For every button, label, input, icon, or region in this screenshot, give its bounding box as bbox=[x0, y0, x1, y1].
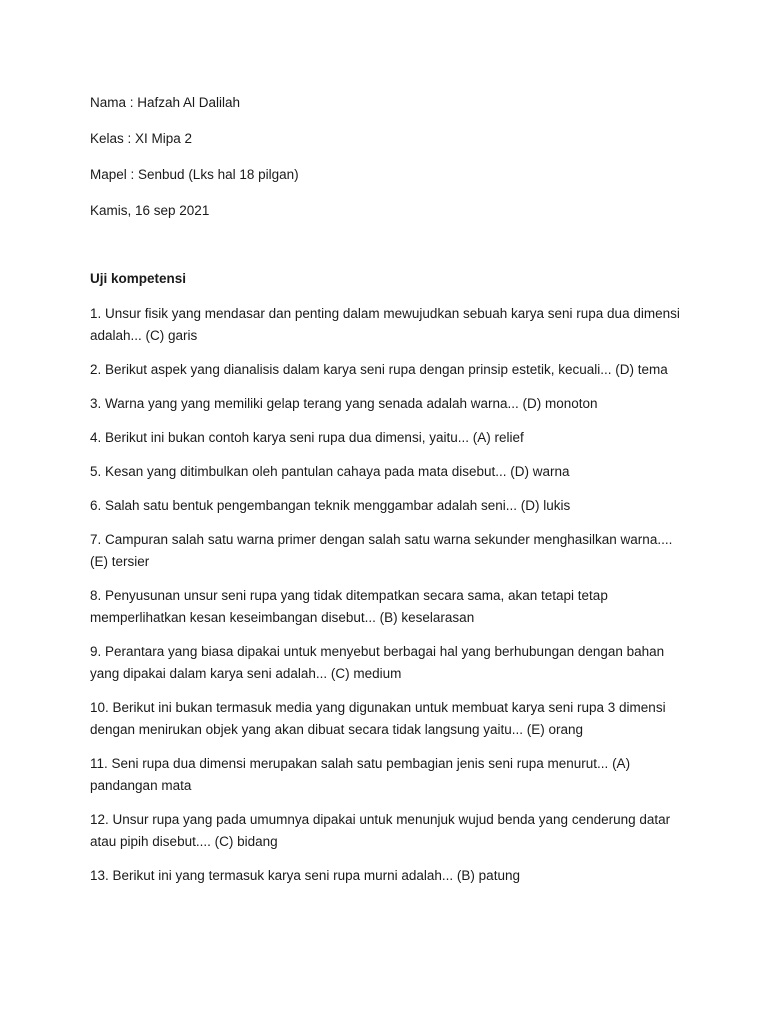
subject-line: Mapel : Senbud (Lks hal 18 pilgan) bbox=[90, 167, 299, 182]
student-name: Nama : Hafzah Al Dalilah bbox=[90, 95, 241, 110]
student-class: Kelas : XI Mipa 2 bbox=[90, 131, 193, 146]
question-item: 2. Berikut aspek yang dianalisis dalam karya seni rupa dengan prinsip estetik, kecuali... (D) tema bbox=[90, 362, 668, 377]
question-item: 6. Salah satu bentuk pengembangan teknik menggambar adalah seni... (D) lukis bbox=[90, 498, 571, 513]
question-item: 12. Unsur rupa yang pada umumnya dipakai untuk menunjuk wujud benda yang cenderung datar atau pipih disebut.... (C) bidang bbox=[90, 812, 671, 849]
document-page bbox=[90, 93, 690, 899]
question-item: 9. Perantara yang biasa dipakai untuk menyebut berbagai hal yang berhubungan dengan bahan yang dipakai dalam karya seni adalah... (C) medium bbox=[90, 644, 665, 681]
question-item: 5. Kesan yang ditimbulkan oleh pantulan cahaya pada mata disebut... (D) warna bbox=[90, 464, 570, 479]
question-item: 13. Berikut ini yang termasuk karya seni rupa murni adalah... (B) patung bbox=[90, 868, 520, 883]
question-item: 7. Campuran salah satu warna primer dengan salah satu warna sekunder menghasilkan warna.... (E) tersier bbox=[90, 532, 673, 569]
question-item: 3. Warna yang yang memiliki gelap terang yang senada adalah warna... (D) monoton bbox=[90, 396, 598, 411]
question-item: 4. Berikut ini bukan contoh karya seni rupa dua dimensi, yaitu... (A) relief bbox=[90, 430, 524, 445]
date-line: Kamis, 16 sep 2021 bbox=[90, 203, 210, 218]
question-item: 1. Unsur fisik yang mendasar dan penting dalam mewujudkan sebuah karya seni rupa dua dimensi adalah... (C) garis bbox=[90, 306, 680, 343]
question-item: 10. Berikut ini bukan termasuk media yang digunakan untuk membuat karya seni rupa 3 dimensi dengan menirukan objek yang akan dibuat secara tidak langsung yaitu... (E) orang bbox=[90, 700, 666, 737]
question-item: 8. Penyusunan unsur seni rupa yang tidak ditempatkan secara sama, akan tetapi tetap memperlihatkan kesan keseimbangan disebut... (B) keselarasan bbox=[90, 588, 608, 625]
section-title: Uji kompetensi bbox=[90, 271, 187, 286]
question-item: 11. Seni rupa dua dimensi merupakan salah satu pembagian jenis seni rupa menurut... (A) pandangan mata bbox=[90, 756, 631, 793]
